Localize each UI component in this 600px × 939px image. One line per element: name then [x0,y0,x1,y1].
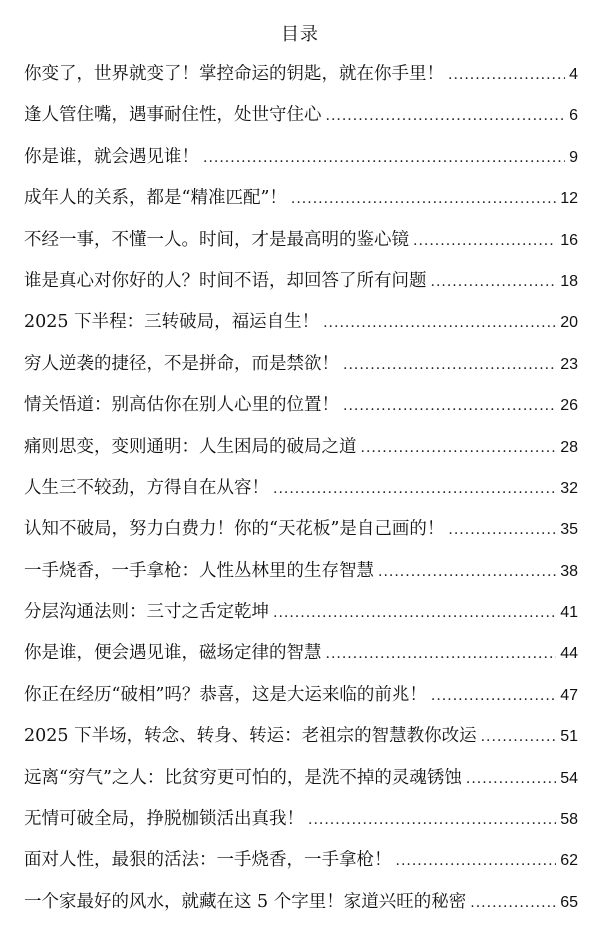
toc-entry-title: 一手烧香，一手拿枪：人性丛林里的生存智慧 [24,560,374,581]
toc-entry-title: 你正在经历“破相”吗？恭喜，这是大运来临的前兆！ [24,684,427,705]
toc-entry[interactable] [24,101,578,142]
dot-leader [203,144,565,172]
toc-entry[interactable] [24,60,578,101]
dot-leader [448,61,565,89]
toc-entry-title: 谁是真心对你好的人？时间不语，却回答了所有问题 [24,270,427,291]
toc-entry-title: 分层沟通法则：三寸之舌定乾坤 [24,602,269,623]
toc-entry-page: 18 [560,272,578,290]
toc-entry[interactable] [24,184,578,225]
toc-entry-page: 9 [569,148,578,166]
toc-entry-title: 穷人逆袭的捷径，不是拼命，而是禁欲！ [24,353,339,374]
toc-entry-title: 情关悟道：别高估你在别人心里的位置！ [24,395,339,416]
toc-entry[interactable] [24,433,578,474]
toc-entry-title: 人生三不较劲，方得自在从容！ [24,477,269,498]
toc-entry[interactable] [24,722,578,763]
toc-entry-page: 51 [560,728,578,746]
toc-entry[interactable] [24,764,578,805]
dot-leader [470,889,556,917]
toc-entry[interactable] [24,350,578,391]
toc-entry-title: 你变了，世界就变了！掌控命运的钥匙，就在你手里！ [24,64,444,84]
dot-leader [326,640,557,668]
dot-leader [273,599,556,627]
toc-entry[interactable] [24,639,578,680]
toc-entry[interactable] [24,515,578,556]
toc-entry-title: 一个家最好的风水，就藏在这 5 个字里！家道兴旺的秘密 [24,891,467,912]
toc-entry[interactable] [24,805,578,846]
toc-entry-page: 38 [560,562,578,580]
toc-entry-page: 65 [560,893,578,911]
toc-entry[interactable] [24,681,578,722]
toc-entry-page: 54 [560,769,578,787]
toc-entry-title: 2025 下半程：三转破局，福运自生！ [24,312,320,333]
toc-entry-page: 16 [560,231,578,249]
toc-entry-title: 远离“穷气”之人：比贫穷更可怕的，是洗不掉的灵魂锈蚀 [24,767,462,788]
toc-entry-page: 41 [560,604,578,622]
toc-entry-page: 12 [560,190,578,208]
toc-entry[interactable] [24,474,578,515]
toc-entry-page: 20 [560,314,578,332]
toc-entry-title: 成年人的关系，都是“精准匹配”！ [24,188,287,209]
toc-entry-page: 26 [560,397,578,415]
toc-entry[interactable] [24,598,578,639]
toc-entry-title: 面对人性，最狠的活法：一手烧香，一手拿枪！ [24,850,392,871]
toc-entry-title: 无情可破全局，挣脱枷锁活出真我！ [24,809,304,830]
toc-list [24,60,578,929]
toc-entry[interactable] [24,391,578,432]
dot-leader [431,268,557,296]
toc-entry-page: 44 [560,645,578,663]
toc-entry-title: 你是谁，就会遇见谁！ [24,146,199,167]
toc-entry-page: 4 [569,66,578,83]
toc-entry[interactable] [24,308,578,349]
toc-entry[interactable] [24,846,578,887]
toc-entry-title: 痛则思变，变则通明：人生困局的破局之道 [24,436,357,457]
dot-leader [291,185,556,213]
dot-leader [448,516,556,544]
toc-entry-title: 认知不破局，努力白费力！你的“天花板”是自己画的！ [24,519,445,540]
toc-entry-page: 35 [560,521,578,539]
dot-leader [343,392,556,420]
dot-leader [326,102,566,130]
toc-entry-title: 逢人管住嘴，遇事耐住性，处世守住心 [24,105,322,126]
toc-entry-title: 不经一事，不懂一人。时间，才是最高明的鉴心镜 [24,229,409,250]
toc-entry[interactable] [24,888,578,929]
dot-leader [308,806,556,834]
dot-leader [396,847,557,875]
dot-leader [273,475,556,503]
toc-entry-page: 58 [560,811,578,829]
dot-leader [361,434,557,462]
toc-title: 目录 [281,24,319,45]
dot-leader [323,309,556,337]
toc-entry[interactable] [24,143,578,184]
toc-entry-page: 62 [560,852,578,870]
dot-leader [431,682,556,710]
dot-leader [481,723,557,751]
dot-leader [466,765,556,793]
toc-entry-title: 2025 下半场，转念、转身、转运：老祖宗的智慧教你改运 [24,726,477,747]
toc-entry-page: 23 [560,355,578,373]
toc-entry-page: 47 [560,686,578,704]
toc-entry-page: 28 [560,438,578,456]
dot-leader [413,227,556,255]
toc-entry[interactable] [24,267,578,308]
dot-leader [343,351,556,379]
toc-entry-title: 你是谁，便会遇见谁，磁场定律的智慧 [24,643,322,664]
dot-leader [378,558,556,586]
toc-entry-page: 32 [560,479,578,497]
toc-entry-page: 6 [569,107,578,125]
toc-entry[interactable] [24,557,578,598]
toc-entry[interactable] [24,226,578,267]
